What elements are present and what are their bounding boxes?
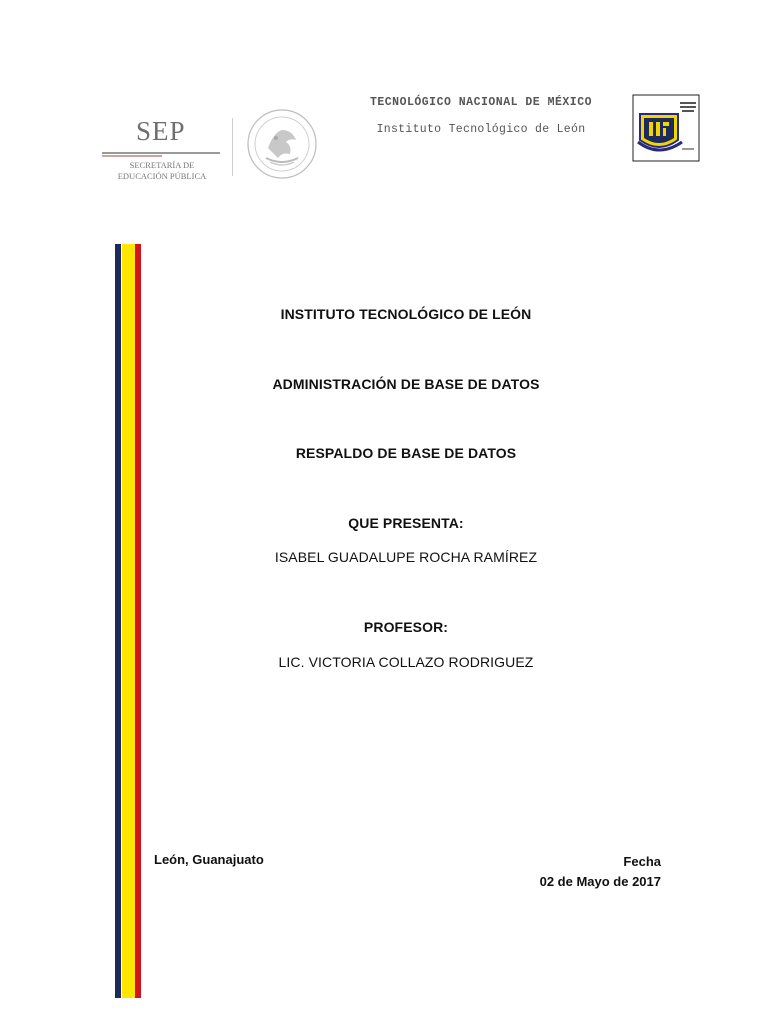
subject-title: ADMINISTRACIÓN DE BASE DE DATOS bbox=[272, 376, 540, 392]
stripe-blue bbox=[115, 244, 121, 998]
mexican-coat-of-arms-seal-icon bbox=[246, 108, 318, 180]
header-divider bbox=[232, 118, 233, 176]
sep-logo-subtitle-line2: EDUCACIÓN PÚBLICA bbox=[117, 171, 207, 181]
sep-logo-rule-accent bbox=[102, 155, 162, 157]
presenter-label: QUE PRESENTA: bbox=[348, 515, 464, 531]
sep-logo-subtitle-line1: SECRETARÍA DE bbox=[129, 160, 195, 170]
date-block bbox=[540, 852, 661, 892]
professor-name: LIC. VICTORIA COLLAZO RODRIGUEZ bbox=[278, 654, 534, 670]
sep-logo-word: SEP bbox=[136, 116, 186, 146]
itl-shield-logo-icon bbox=[632, 94, 700, 162]
header-institution bbox=[350, 96, 612, 136]
stripe-red bbox=[135, 244, 141, 998]
date-label: Fecha bbox=[623, 854, 661, 869]
sep-logo-subtitle bbox=[112, 160, 212, 182]
sep-logo-rule bbox=[102, 152, 220, 154]
institution-national: TECNOLÓGICO NACIONAL DE MÉXICO bbox=[369, 96, 593, 109]
institution-local: Instituto Tecnológico de León bbox=[376, 123, 586, 136]
document-topic: RESPALDO DE BASE DE DATOS bbox=[295, 445, 517, 461]
school-title: INSTITUTO TECNOLÓGICO DE LEÓN bbox=[280, 306, 532, 322]
professor-label: PROFESOR: bbox=[363, 619, 449, 635]
sep-logo bbox=[96, 110, 226, 180]
date-value: 02 de Mayo de 2017 bbox=[539, 874, 661, 889]
stripe-yellow bbox=[122, 244, 135, 998]
presenter-name: ISABEL GUADALUPE ROCHA RAMÍREZ bbox=[274, 549, 538, 565]
place: León, Guanajuato bbox=[154, 852, 264, 867]
